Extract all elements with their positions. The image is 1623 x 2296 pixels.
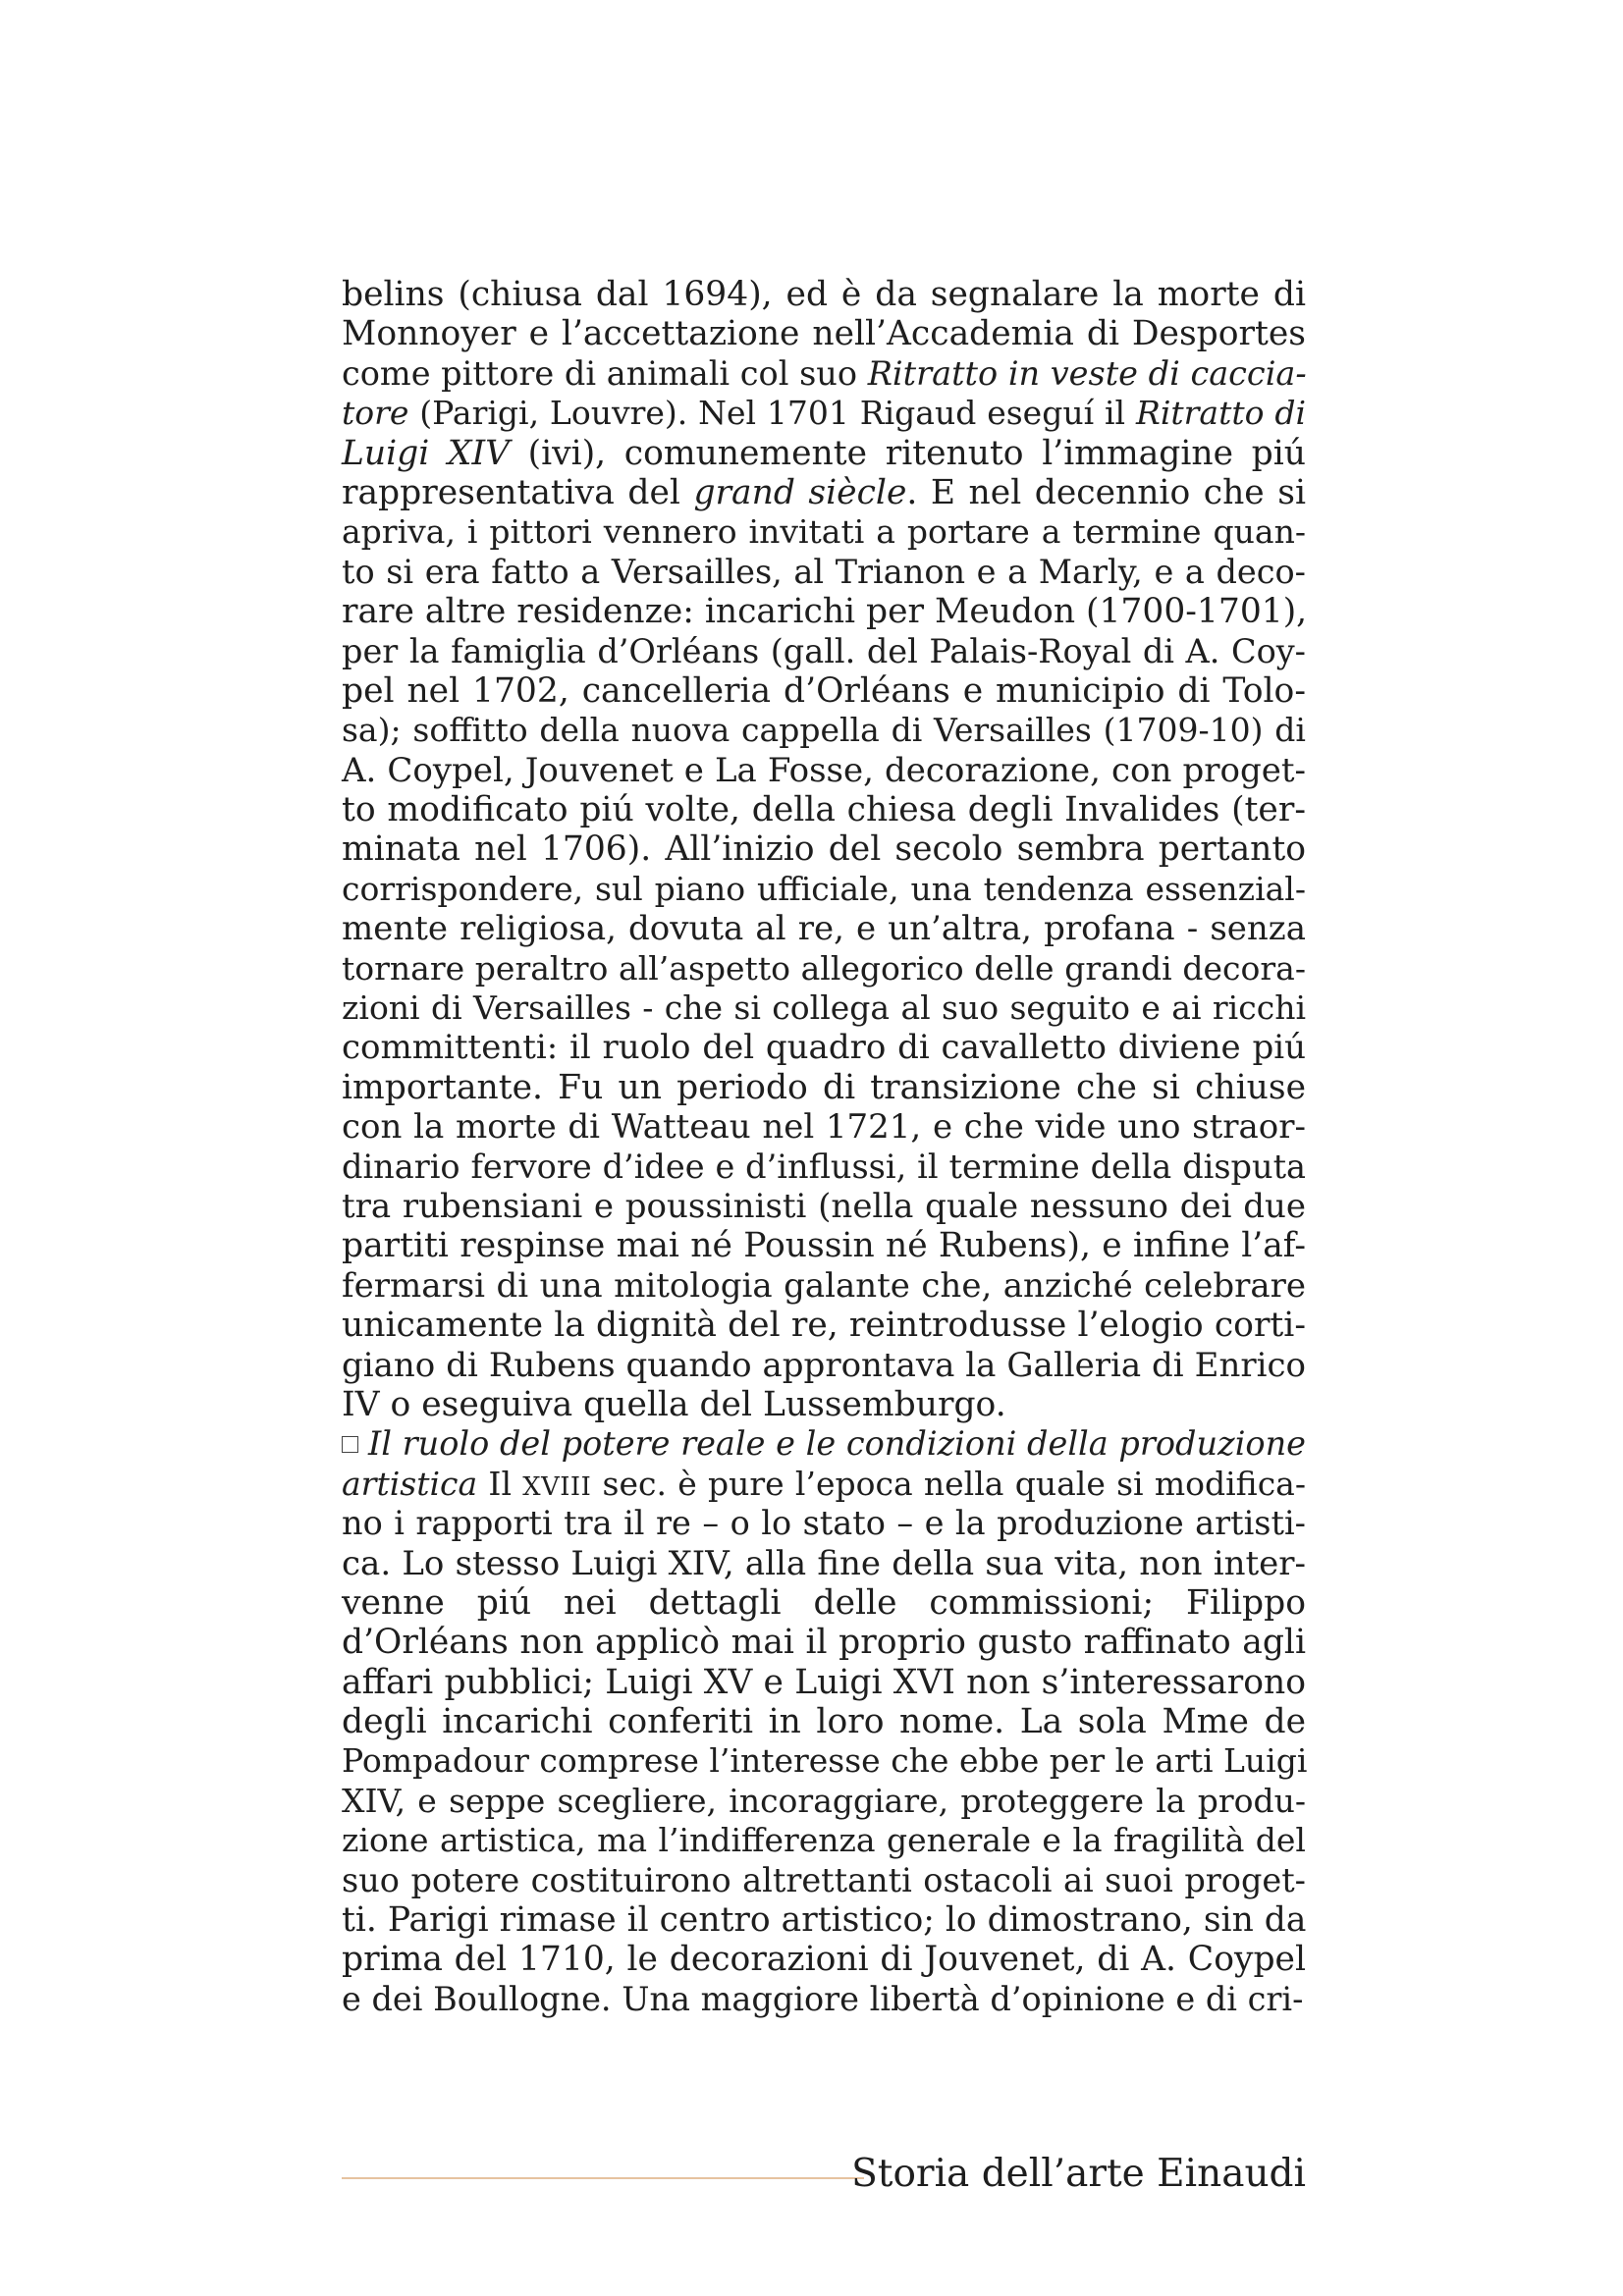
text-line: tornare peraltro all’aspetto allegorico delle grandi decora- [342,948,1306,988]
text-line: ti. Parigi rimase il centro artistico; lo dimostrano, sin da [342,1900,1307,1941]
text-line: come pittore di animali col suo Ritratto in veste di caccia- [342,353,1307,393]
text-line: zione artistica, ma l’indifferenza generale e la fragilità del [342,1821,1306,1860]
text-line: pel nel 1702, cancelleria d’Orléans e municipio di Tolo- [342,670,1306,711]
text-line: zioni di Versailles - che si collega al suo seguito e ai ricchi [342,988,1306,1028]
text-line: sa); soffitto della nuova cappella di Versailles (1709-10) di [342,711,1306,750]
text-line: suo potere costituirono altrettanti ostacoli ai suoi proget- [342,1860,1306,1899]
text-line: unicamente la dignità del re, reintrodusse l’elogio corti- [342,1306,1306,1346]
text-line: no i rapporti tra il re – o lo stato – e la produzione artisti- [342,1504,1306,1543]
text-line: fermarsi di una mitologia galante che, anziché celebrare [342,1265,1306,1306]
text-line: XIV, e seppe scegliere, incoraggiare, proteggere la produ- [342,1781,1306,1820]
text-line: mente religiosa, dovuta al re, e un’altra, profana - senza [342,909,1306,949]
text-line: corrispondere, sul piano ufficiale, una tendenza essenzial- [342,869,1306,908]
footer-title: Storia dell’arte Einaudi [851,2152,1306,2196]
text-line: venne piú nei dettagli delle commissioni; Filippo [342,1582,1306,1623]
text-line: e dei Boullogne. Una maggiore libertà d’opinione e di cri- [342,1979,1304,2018]
text-line: tra rubensiani e poussinisti (nella quale nessuno dei due [342,1186,1306,1226]
text-line: artistica Il XVIII sec. è pure l’epoca nella quale si modifica- [342,1464,1306,1503]
text-line: A. Coypel, Jouvenet e La Fosse, decorazione, con proget- [342,750,1306,790]
text-line: per la famiglia d’Orléans (gall. del Palais-Royal di A. Coy- [342,631,1306,670]
text-line: dinario fervore d’idee e d’influssi, il termine della disputa [342,1147,1306,1186]
text-line: prima del 1710, le decorazioni di Jouvenet, di A. Coypel [342,1940,1306,1980]
text-line: Monnoyer e l’accettazione nell’Accademia di Desportes [342,314,1306,354]
text-line: Pompadour comprese l’interesse che ebbe per le arti Luigi [342,1741,1308,1781]
text-line: ca. Lo stesso Luigi XIV, alla fine della sua vita, non inter- [342,1543,1306,1583]
body-text [342,275,1306,2019]
text-line: Il ruolo del potere reale e le condizioni della produzione [342,1424,1306,1464]
text-line: committenti: il ruolo del quadro di cavalletto diviene piú [342,1028,1306,1068]
text-line: IV o eseguiva quella del Lussemburgo. [342,1384,1006,1424]
footer-rule [342,2177,864,2179]
text-line: d’Orléans non applicò mai il proprio gusto raffinato agli [342,1623,1306,1663]
text-line: minata nel 1706). All’inizio del secolo sembra pertanto [342,829,1306,870]
text-line: affari pubblici; Luigi XV e Luigi XVI non s’interessarono [342,1662,1306,1702]
text-line: rare altre residenze: incarichi per Meudon (1700-1701), [342,592,1308,632]
text-line: to si era fatto a Versailles, al Trianon e a Marly, e a deco- [342,552,1306,591]
text-line: apriva, i pittori vennero invitati a portare a termine quan- [342,512,1306,552]
text-line: belins (chiusa dal 1694), ed è da segnalare la morte di [342,275,1306,314]
text-line: importante. Fu un periodo di transizione che si chiuse [342,1067,1306,1107]
text-line: Luigi XIV (ivi), comunemente ritenuto l’immagine piú [342,433,1306,473]
text-line: giano di Rubens quando approntava la Galleria di Enrico [342,1345,1306,1385]
text-line: rappresentativa del grand siècle. E nel decennio che si [342,472,1306,512]
text-line: partiti respinse mai né Poussin né Rubens), e infine l’af- [342,1226,1306,1266]
text-line: degli incarichi conferiti in loro nome. La sola Mme de [342,1702,1306,1742]
text-line: con la morte di Watteau nel 1721, e che vide uno straor- [342,1107,1306,1148]
text-line: tore (Parigi, Louvre). Nel 1701 Rigaud eseguí il Ritratto di [342,394,1307,433]
section-box-icon [342,1436,358,1453]
text-line: to modificato piú volte, della chiesa degli Invalides (ter- [342,790,1306,830]
